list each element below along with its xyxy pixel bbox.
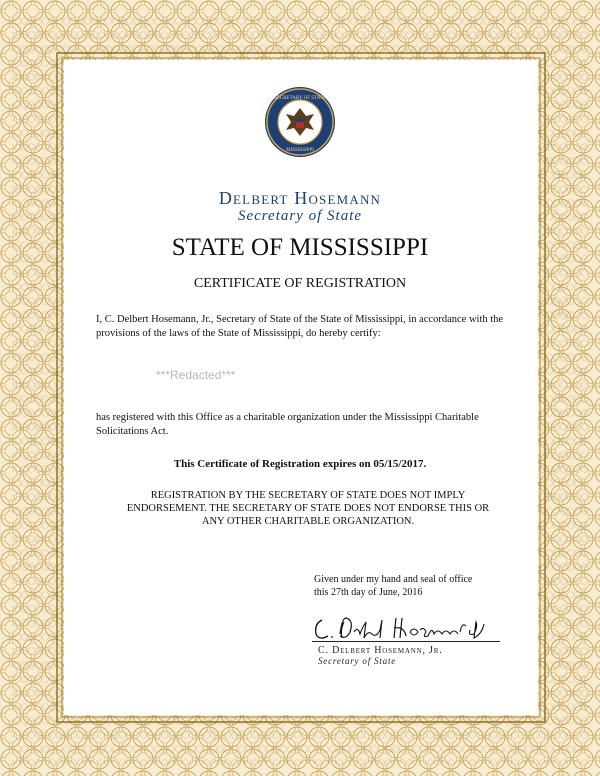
state-seal-icon xyxy=(264,86,336,158)
svg-text:SECRETARY OF STATE: SECRETARY OF STATE xyxy=(274,96,326,101)
certificate-title: CERTIFICATE OF REGISTRATION xyxy=(193,276,407,291)
signature-line xyxy=(312,641,500,642)
header-title: Secretary of State xyxy=(237,208,363,224)
signer-title: Secretary of State xyxy=(318,656,397,666)
certification-intro: I, C. Delbert Hosemann, Jr., Secretary of State of the State of Mississippi, in accordance with the provisions of the laws of the State of Mississippi, do hereby certify: xyxy=(96,314,504,339)
given-line-1: Given under my hand and seal of office xyxy=(314,574,473,585)
state-title: STATE OF MISSISSIPPI xyxy=(171,234,429,261)
signer-name: C. Delbert Hosemann, Jr. xyxy=(318,645,443,656)
organization-name: ***Redacted*** xyxy=(156,368,236,382)
handwritten-signature xyxy=(310,610,510,644)
svg-text:MISSISSIPPI: MISSISSIPPI xyxy=(286,148,314,153)
expiration-notice: This Certificate of Registration expires on 05/15/2017. xyxy=(173,458,427,470)
header-name: Delbert Hosemann xyxy=(218,188,382,208)
registration-statement: has registered with this Office as a charitable organization under the Mississippi Charitable Solicitations Act. xyxy=(96,412,479,437)
given-under-hand xyxy=(314,573,504,599)
given-line-2: this 27th day of June, 2016 xyxy=(314,587,423,598)
endorsement-disclaimer: REGISTRATION BY THE SECRETARY OF STATE DOES NOT IMPLY ENDORSEMENT. THE SECRETARY OF STATE DOES NOT ENDORSE THIS OR ANY OTHER CHARITABLE ORGANIZATION. xyxy=(126,490,490,527)
